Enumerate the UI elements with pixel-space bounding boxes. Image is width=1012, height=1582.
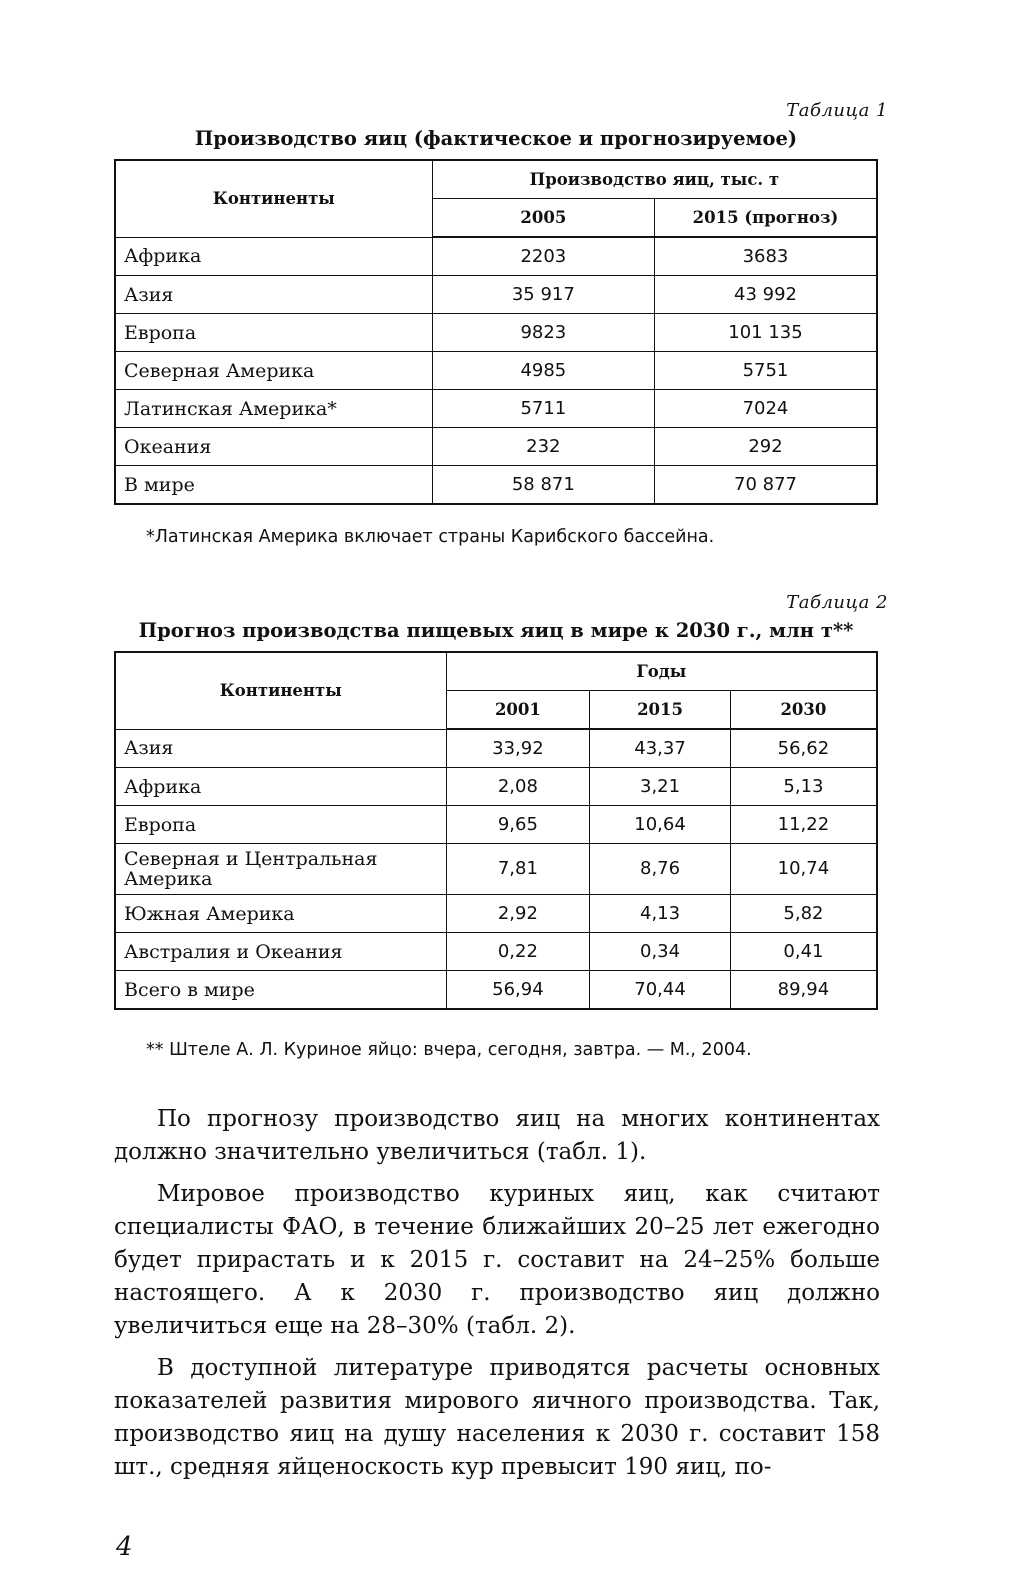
cell-2030: 5,82 (730, 895, 877, 933)
table-row (115, 806, 877, 844)
paragraph-2: Мировое производство куриных яиц, как считают специалисты ФАО, в течение ближайших 20–25 лет ежегодно будет прирастать и к 2015 г. составит на 24–25% больше настоящего. А к 2030 г. производство яиц должно увеличиться еще на 28–30% (табл. 2). (114, 1181, 880, 1339)
table1-header-group: Производство яиц, тыс. т (432, 160, 877, 199)
cell-2015: 0,34 (590, 933, 731, 971)
table-row (115, 390, 877, 428)
row-name: Северная и Центральная Америка (115, 844, 446, 895)
table-row (115, 729, 877, 768)
row-name: Океания (115, 428, 432, 466)
cell-2001: 2,92 (446, 895, 590, 933)
table1-header-2015: 2015 (прогноз) (654, 199, 877, 238)
cell-2001: 33,92 (446, 729, 590, 768)
table-row (115, 466, 877, 505)
row-name: Латинская Америка* (115, 390, 432, 428)
table1-header-2005: 2005 (432, 199, 654, 238)
cell-2015: 101 135 (654, 314, 877, 352)
cell-2015: 70,44 (590, 971, 731, 1010)
table2-header-continents: Континенты (115, 652, 446, 729)
row-name: Африка (115, 237, 432, 276)
row-name: Южная Америка (115, 895, 446, 933)
cell-2030: 10,74 (730, 844, 877, 895)
table2-body (115, 729, 877, 1009)
table1-footnote: *Латинская Америка включает страны Карибского бассейна. (146, 527, 715, 547)
cell-2015: 3,21 (590, 768, 731, 806)
cell-2005: 9823 (432, 314, 654, 352)
table-row (115, 314, 877, 352)
paragraph-3: В доступной литературе приводятся расчеты основных показателей развития мирового яичного производства. Так, производство яиц на душу населения к 2030 г. составит 158 шт., средняя яйценоскость кур превысит 190 яиц, по- (114, 1355, 880, 1480)
table1-header-continents: Континенты (115, 160, 432, 237)
cell-2005: 5711 (432, 390, 654, 428)
table-row (115, 428, 877, 466)
row-name: Северная Америка (115, 352, 432, 390)
row-name: Азия (115, 276, 432, 314)
table-row (115, 895, 877, 933)
cell-2001: 9,65 (446, 806, 590, 844)
table-row (115, 933, 877, 971)
cell-2005: 4985 (432, 352, 654, 390)
cell-2030: 5,13 (730, 768, 877, 806)
table1-body (115, 237, 877, 504)
cell-2015: 4,13 (590, 895, 731, 933)
cell-2030: 11,22 (730, 806, 877, 844)
table-row (115, 237, 877, 276)
cell-2015: 10,64 (590, 806, 731, 844)
cell-2015: 7024 (654, 390, 877, 428)
cell-2005: 232 (432, 428, 654, 466)
table2-header-2015: 2015 (590, 691, 731, 730)
table1-title: Производство яиц (фактическое и прогнозируемое) (194, 127, 798, 150)
cell-2015: 70 877 (654, 466, 877, 505)
cell-2030: 56,62 (730, 729, 877, 768)
row-name: Азия (115, 729, 446, 768)
cell-2030: 89,94 (730, 971, 877, 1010)
cell-2005: 58 871 (432, 466, 654, 505)
body-text (114, 1103, 880, 1484)
row-name: Европа (115, 806, 446, 844)
row-name: В мире (115, 466, 432, 505)
row-name: Африка (115, 768, 446, 806)
page-number: 4 (116, 1532, 133, 1562)
table1 (114, 159, 878, 505)
row-name: Всего в мире (115, 971, 446, 1010)
cell-2001: 7,81 (446, 844, 590, 895)
paragraph-1: По прогнозу производство яиц на многих континентах должно значительно увеличиться (табл. 1). (114, 1106, 880, 1165)
table2-footnote: ** Штеле А. Л. Куриное яйцо: вчера, сегодня, завтра. — М., 2004. (146, 1040, 752, 1060)
cell-2015: 43,37 (590, 729, 731, 768)
table2-header-2030: 2030 (730, 691, 877, 730)
cell-2030: 0,41 (730, 933, 877, 971)
cell-2001: 56,94 (446, 971, 590, 1010)
cell-2001: 2,08 (446, 768, 590, 806)
table-row (115, 352, 877, 390)
cell-2005: 2203 (432, 237, 654, 276)
table2-header-2001: 2001 (446, 691, 590, 730)
row-name: Европа (115, 314, 432, 352)
table-row (115, 971, 877, 1010)
table-row (115, 768, 877, 806)
cell-2015: 292 (654, 428, 877, 466)
cell-2015: 43 992 (654, 276, 877, 314)
table-row (115, 844, 877, 895)
row-name: Австралия и Океания (115, 933, 446, 971)
cell-2005: 35 917 (432, 276, 654, 314)
cell-2015: 5751 (654, 352, 877, 390)
cell-2015: 8,76 (590, 844, 731, 895)
table2 (114, 651, 878, 1010)
cell-2015: 3683 (654, 237, 877, 276)
table-row (115, 276, 877, 314)
table1-label: Таблица 1 (786, 100, 888, 121)
table2-label: Таблица 2 (786, 592, 888, 613)
table2-header-group: Годы (446, 652, 877, 691)
cell-2001: 0,22 (446, 933, 590, 971)
table2-title: Прогноз производства пищевых яиц в мире к 2030 г., млн т** (138, 619, 854, 642)
